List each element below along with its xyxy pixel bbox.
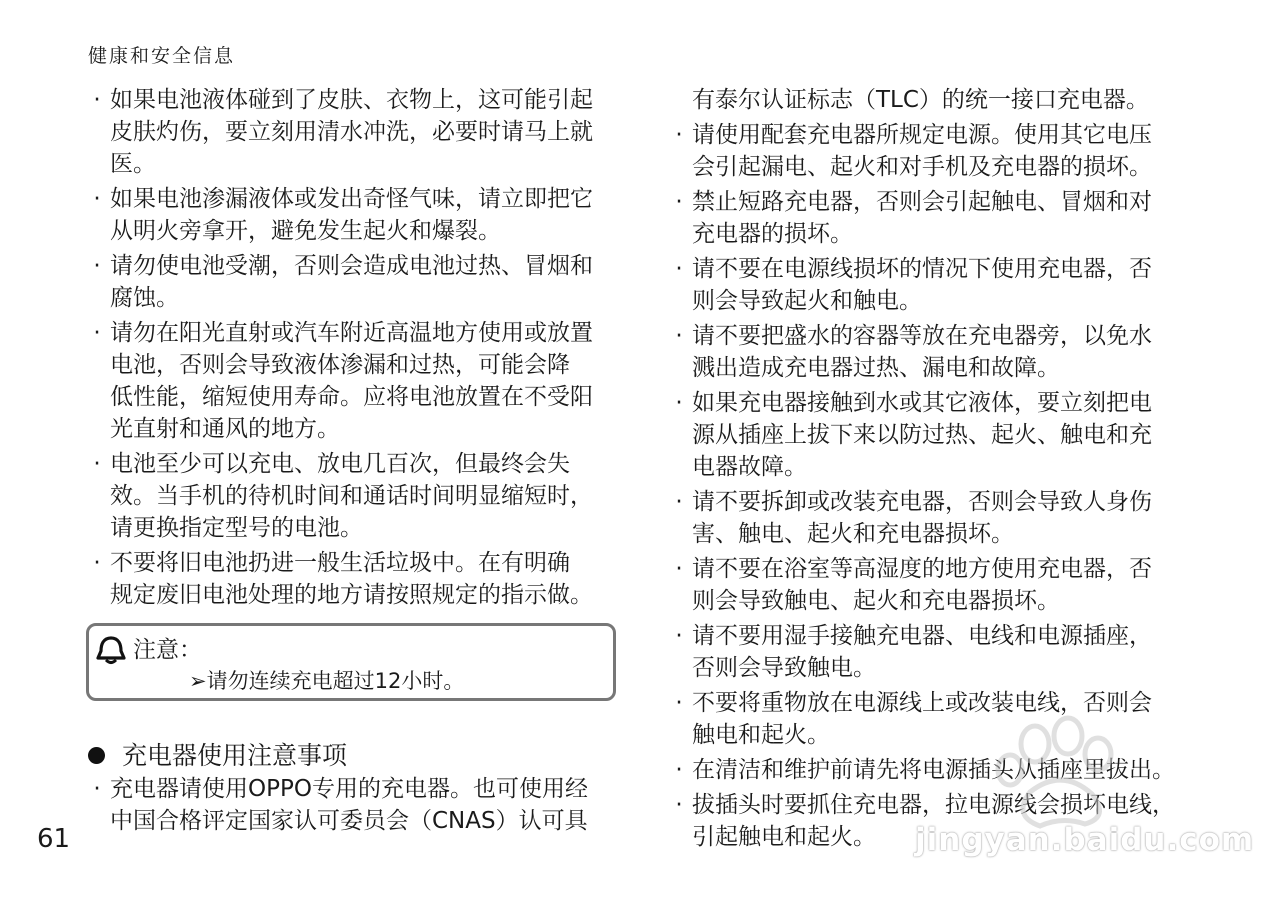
bullet-mark: · xyxy=(675,757,683,783)
charger-item xyxy=(668,486,1208,550)
battery-item xyxy=(86,84,626,180)
text-line: 触电和起火。 xyxy=(692,722,830,748)
charger-item xyxy=(668,687,1208,751)
text-line: 电池，否则会导致液体渗漏和过热，可能会降 xyxy=(110,352,570,378)
text-line: 请不要在电源线损坏的情况下使用充电器，否 xyxy=(692,256,1152,282)
text-line: 溅出造成充电器过热、漏电和故障。 xyxy=(692,355,1060,381)
text-line: 不要将旧电池扔进一般生活垃圾中。在有明确 xyxy=(110,550,570,576)
text-line: 请不要拆卸或改装充电器，否则会导致人身伤 xyxy=(692,489,1152,515)
battery-item xyxy=(86,317,626,445)
text-line: 规定废旧电池处理的地方请按照规定的指示做。 xyxy=(110,582,593,608)
battery-item xyxy=(86,547,626,611)
battery-item xyxy=(86,250,626,314)
text-line: 会引起漏电、起火和对手机及充电器的损坏。 xyxy=(692,154,1152,180)
text-line: 请更换指定型号的电池。 xyxy=(110,515,363,541)
text-line: 充电器的损坏。 xyxy=(692,221,853,247)
bullet-mark: · xyxy=(93,550,101,576)
caution-box xyxy=(86,623,616,701)
text-line: 拔插头时要抓住充电器，拉电源线会损坏电线， xyxy=(692,792,1175,818)
watermark-text: jingyan.baidu.com xyxy=(915,822,1255,858)
charger-item xyxy=(668,186,1208,250)
continued-text: 有泰尔认证标志（TLC）的统一接口充电器。 xyxy=(692,87,1149,113)
charger-item xyxy=(668,387,1208,483)
text-line: 请不要把盛水的容器等放在充电器旁，以免水 xyxy=(692,323,1152,349)
bullet-mark: · xyxy=(675,489,683,515)
text-line: 请不要用湿手接触充电器、电线和电源插座， xyxy=(692,623,1152,649)
caution-title: 注意： xyxy=(133,637,202,663)
bullet-mark: · xyxy=(675,792,683,818)
bullet-mark: · xyxy=(93,451,101,477)
charger-intro-list xyxy=(86,773,626,837)
text-line: 医。 xyxy=(110,151,156,177)
section-title: 充电器使用注意事项 xyxy=(122,741,348,770)
text-line: 不要将重物放在电源线上或改装电线，否则会 xyxy=(692,690,1152,716)
text-line: 如果电池渗漏液体或发出奇怪气味，请立即把它 xyxy=(110,186,593,212)
bullet-mark: · xyxy=(675,256,683,282)
bullet-mark: · xyxy=(93,776,101,802)
text-line: 请不要在浴室等高湿度的地方使用充电器，否 xyxy=(692,556,1152,582)
page-number: 61 xyxy=(37,824,71,854)
charger-safety-list xyxy=(668,119,1208,853)
text-line: 在清洁和维护前请先将电源插头从插座里拔出。 xyxy=(692,757,1175,783)
left-column xyxy=(86,84,626,840)
text-line: 禁止短路充电器，否则会引起触电、冒烟和对 xyxy=(692,189,1152,215)
charger-item xyxy=(668,119,1208,183)
bullet-mark: · xyxy=(675,623,683,649)
text-line: 如果充电器接触到水或其它液体，要立刻把电 xyxy=(692,390,1152,416)
charger-item xyxy=(668,320,1208,384)
text-line: 请勿在阳光直射或汽车附近高温地方使用或放置 xyxy=(110,320,593,346)
charger-section-heading xyxy=(86,739,626,773)
text-line: 光直射和通风的地方。 xyxy=(110,416,340,442)
text-line: 低性能，缩短使用寿命。应将电池放置在不受阳 xyxy=(110,384,593,410)
page-header: 健康和安全信息 xyxy=(88,45,236,67)
charger-item xyxy=(668,754,1208,786)
charger-item xyxy=(668,620,1208,684)
text-line: 电器故障。 xyxy=(692,454,807,480)
bullet-mark: · xyxy=(675,690,683,716)
bullet-mark: · xyxy=(675,122,683,148)
text-line: 充电器请使用OPPO专用的充电器。也可使用经 xyxy=(110,776,588,802)
battery-item xyxy=(86,448,626,544)
bullet-mark: · xyxy=(93,186,101,212)
battery-item xyxy=(86,183,626,247)
section-bullet-icon xyxy=(88,747,105,764)
charger-intro-item xyxy=(86,773,626,837)
text-line: 中国合格评定国家认可委员会（CNAS）认可具 xyxy=(110,808,588,834)
bullet-mark: · xyxy=(675,189,683,215)
bullet-mark: · xyxy=(675,556,683,582)
bell-icon xyxy=(94,634,128,666)
text-line: 腐蚀。 xyxy=(110,285,179,311)
battery-safety-list xyxy=(86,84,626,611)
text-line: 引起触电和起火。 xyxy=(692,824,876,850)
bullet-mark: · xyxy=(93,253,101,279)
bullet-mark: · xyxy=(675,390,683,416)
text-line: 请使用配套充电器所规定电源。使用其它电压 xyxy=(692,122,1152,148)
bullet-mark: · xyxy=(93,320,101,346)
text-line: 请勿使电池受潮，否则会造成电池过热、冒烟和 xyxy=(110,253,593,279)
bullet-mark: · xyxy=(93,87,101,113)
right-column xyxy=(668,84,1208,856)
text-line: 否则会导致触电。 xyxy=(692,655,876,681)
text-line: 源从插座上拔下来以防过热、起火、触电和充 xyxy=(692,422,1152,448)
text-line: 从明火旁拿开，避免发生起火和爆裂。 xyxy=(110,218,501,244)
text-line: 则会导致起火和触电。 xyxy=(692,288,922,314)
text-line: 皮肤灼伤，要立刻用清水冲洗，必要时请马上就 xyxy=(110,119,593,145)
text-line: 害、触电、起火和充电器损坏。 xyxy=(692,521,1014,547)
charger-item xyxy=(668,253,1208,317)
bullet-mark: · xyxy=(675,323,683,349)
caution-text: ➢请勿连续充电超过12小时。 xyxy=(189,669,465,693)
charger-item xyxy=(668,553,1208,617)
text-line: 如果电池液体碰到了皮肤、衣物上，这可能引起 xyxy=(110,87,593,113)
text-line: 电池至少可以充电、放电几百次，但最终会失 xyxy=(110,451,570,477)
text-line: 则会导致触电、起火和充电器损坏。 xyxy=(692,588,1060,614)
text-line: 效。当手机的待机时间和通话时间明显缩短时， xyxy=(110,483,593,509)
